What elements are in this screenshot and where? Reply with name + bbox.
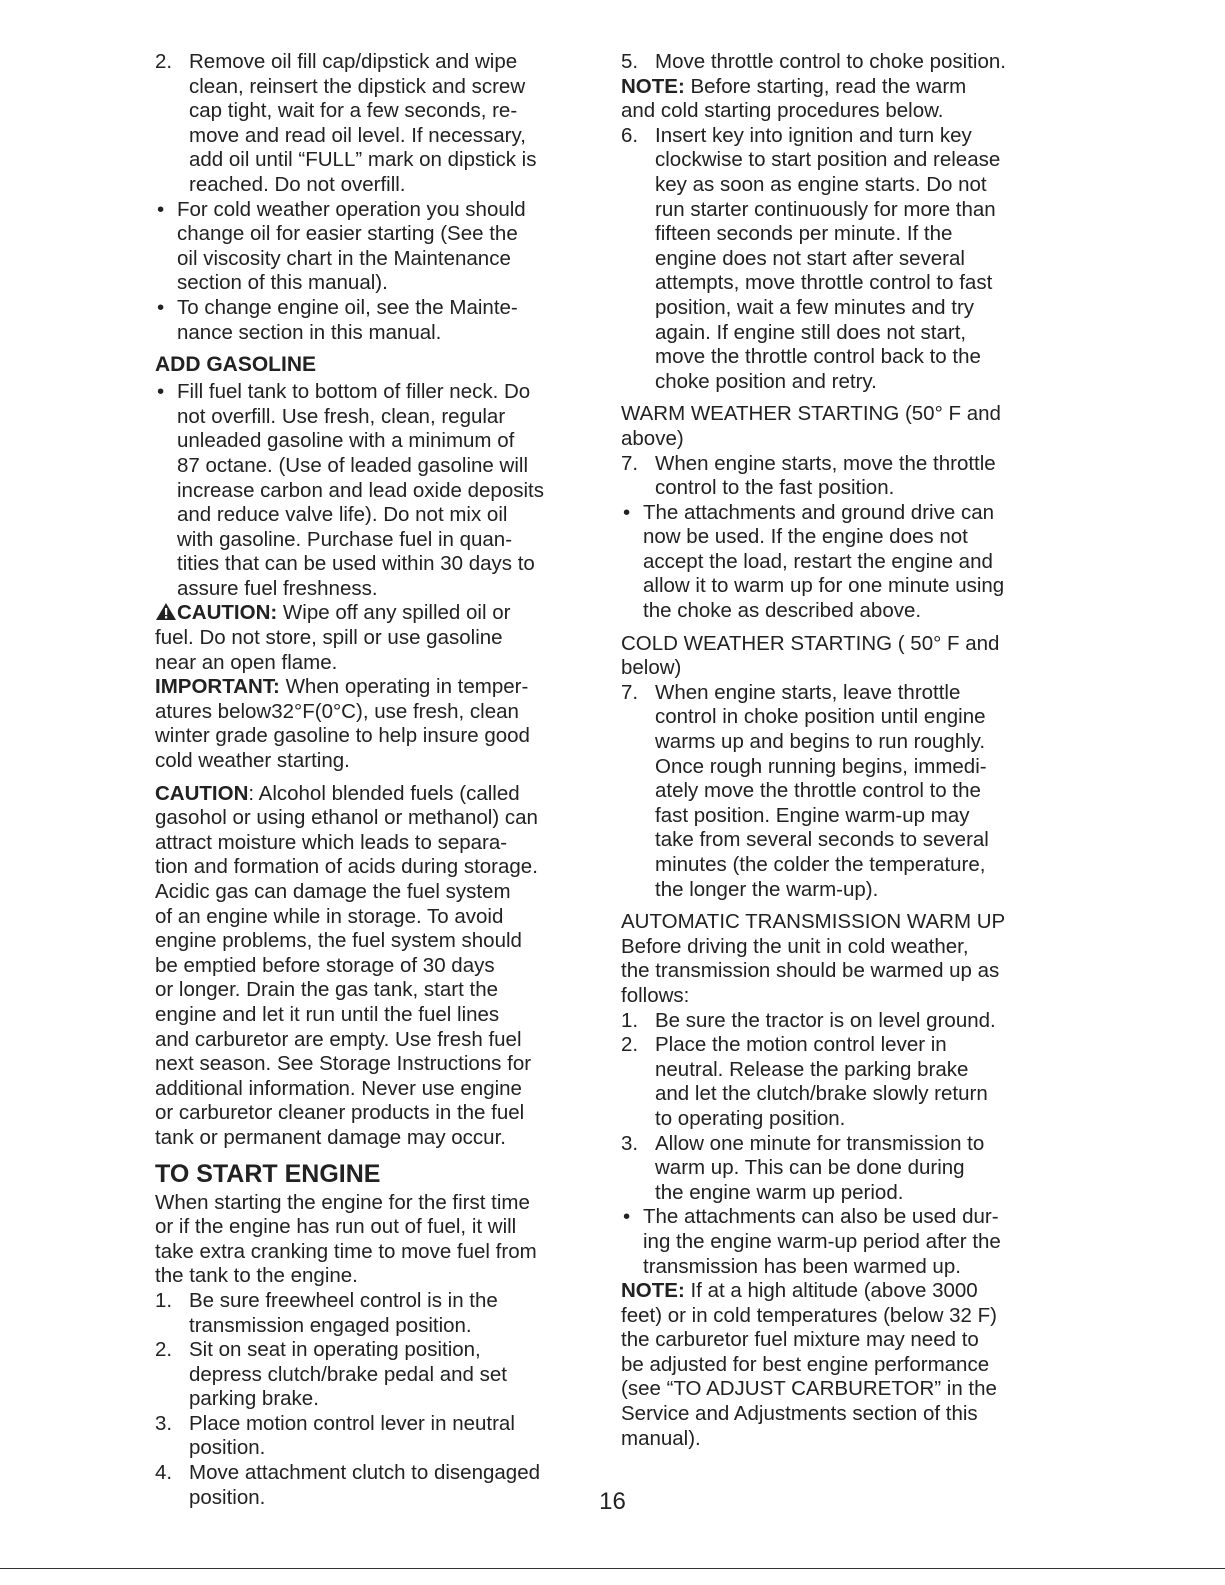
auto-step-3: 3. Allow one minute for transmission to warm up. This can be done during the engine warm up period. (621, 1131, 985, 1204)
start-engine-intro: When starting the engine for the first time or if the engine has run out of fuel, it will take extra cranking time to move fuel from the tank to the engine. (155, 1190, 537, 1288)
caution-spilled-fuel: CAUTION: Wipe off any spilled oil or fuel. Do not store, spill or use gasoline near an open flame. (155, 601, 511, 674)
start-step-1: 1. Be sure freewheel control is in the transmission engaged position. (155, 1288, 498, 1337)
caution-label: CAUTION: (177, 601, 278, 625)
note-altitude: NOTE: If at a high altitude (above 3000 feet) or in cold temperatures (below 32 F) the carburetor fuel mixture may need to be adjusted for best engine performance (see “TO ADJUST CARBURETOR” in the Service and Adjustments section of this manual). (621, 1279, 997, 1450)
note-label: NOTE: (621, 1279, 685, 1303)
auto-step-2: 2. Place the motion control lever in neutral. Release the parking brake and let the clutch/brake slowly return to operating position. (621, 1033, 988, 1130)
warning-triangle-icon (155, 602, 177, 621)
cold-weather-heading: COLD WEATHER STARTING ( 50° F and below) (621, 631, 1000, 680)
important-label: IMPORTANT: (155, 675, 280, 699)
bullet-icon: • (157, 197, 165, 221)
step-number: 4. (155, 1461, 173, 1485)
important-note: IMPORTANT: When operating in temper- atures below32°F(0°C), use fresh, clean winter grade gasoline to help insure good cold weather starting. (155, 675, 530, 773)
to-start-engine-heading: TO START ENGINE (155, 1159, 381, 1188)
auto-step-1: 1. Be sure the tractor is on level ground. (621, 1008, 996, 1032)
step-number: 2. (621, 1033, 639, 1057)
auto-transmission-heading: AUTOMATIC TRANSMISSION WARM UP (621, 910, 1006, 934)
change-oil-bullet: • To change engine oil, see the Mainte- nance section in this manual. (157, 295, 518, 344)
start-step-2: 2. Sit on seat in operating position, depress clutch/brake pedal and set parking brake. (155, 1338, 507, 1411)
add-gasoline-heading: ADD GASOLINE (155, 353, 317, 377)
step-number: 1. (155, 1288, 173, 1312)
start-step-4: 4. Move attachment clutch to disengaged position. (155, 1461, 540, 1509)
bullet-icon: • (157, 295, 165, 319)
warm-step-7: 7. When engine starts, move the throttle control to the fast position. (621, 451, 996, 500)
note-warm-cold: NOTE: Before starting, read the warm and cold starting procedures below. (621, 74, 967, 123)
step-number: 5. (621, 50, 639, 73)
step-number: 7. (621, 451, 639, 475)
auto-attachments-bullet: • The attachments can also be used dur- ing the engine warm-up period after the transmission has been warmed up. (623, 1205, 1001, 1278)
note-label: NOTE: (621, 74, 685, 98)
page-number: 16 (599, 1488, 626, 1515)
oil-step-2: 2. Remove oil fill cap/dipstick and wipe clean, reinsert the dipstick and screw cap tight, wait for a few seconds, re- move and read oil level. If necessary, add oil until “FULL” mark on dipstick is reached. Do not overfill. (155, 50, 537, 196)
caution-alcohol-fuels: CAUTION: Alcohol blended fuels (called gasohol or using ethanol or methanol) can attract moisture which leads to separa- tion and formation of acids during storage. Acidic gas can damage the fuel system of an engine while in storage. To avoid engine problems, the fuel system should be emptied before storage of 30 days or longer. Drain the gas tank, start the engine and let it run until the fuel lines and carburetor are empty. Use fresh fuel next season. See Storage Instructions for additional information. Never use engine or carburetor cleaner products in the fuel tank or permanent damage may occur. (155, 781, 538, 1149)
step-number: 3. (155, 1411, 173, 1435)
caution-label: CAUTION (155, 781, 249, 805)
left-column (155, 50, 595, 1510)
bullet-icon: • (623, 1205, 631, 1229)
step-number: 1. (621, 1008, 639, 1032)
step-number: 6. (621, 123, 639, 147)
step-number: 2. (155, 50, 173, 73)
step-number: 2. (155, 1338, 173, 1362)
start-step-6: 6. Insert key into ignition and turn key clockwise to start position and release key as soon as engine starts. Do not run starter continuously for more than fifteen seconds per minute. If the engine does not start after several attempts, move throttle control to fast position, wait a few minutes and try again. If engine still does not start, move the throttle control back to the choke position and retry. (621, 123, 1001, 393)
step-number: 7. (621, 680, 639, 704)
bullet-icon: • (623, 500, 631, 524)
cold-step-7: 7. When engine starts, leave throttle control in choke position until engine warms up and begins to run roughly. Once rough running begins, immedi- ately move the throttle control to the fast position. Engine warm-up may take from several seconds to several minutes (the colder the temperature, the longer the warm-up). (621, 680, 989, 901)
warm-weather-heading: WARM WEATHER STARTING (50° F and above) (621, 402, 1001, 450)
fill-fuel-bullet: • Fill fuel tank to bottom of filler neck. Do not overfill. Use fresh, clean, regular unleaded gasoline with a minimum of 87 octane. (Use of leaded gasoline will increase carbon and lead oxide deposits and reduce valve life). Do not mix oil with gasoline. Purchase fuel in quan- tities that can be used within 30 days to assure fuel freshness. (157, 380, 544, 600)
cold-weather-oil-bullet: • For cold weather operation you should change oil for easier starting (See the oil viscosity chart in the Maintenance section of this manual). (157, 197, 526, 295)
step-number: 3. (621, 1131, 639, 1155)
auto-transmission-intro: Before driving the unit in cold weather, the transmission should be warmed up as follows: (621, 934, 1000, 1007)
start-step-3: 3. Place motion control lever in neutral position. (155, 1411, 515, 1460)
warm-attachments-bullet: • The attachments and ground drive can now be used. If the engine does not accept the load, restart the engine and allow it to warm up for one minute using the choke as described above. (623, 500, 1005, 623)
bullet-icon: • (157, 380, 165, 404)
right-column (621, 50, 1061, 1451)
bottom-divider (0, 1568, 1225, 1569)
start-step-5: 5. Move throttle control to choke position. (621, 50, 1006, 73)
